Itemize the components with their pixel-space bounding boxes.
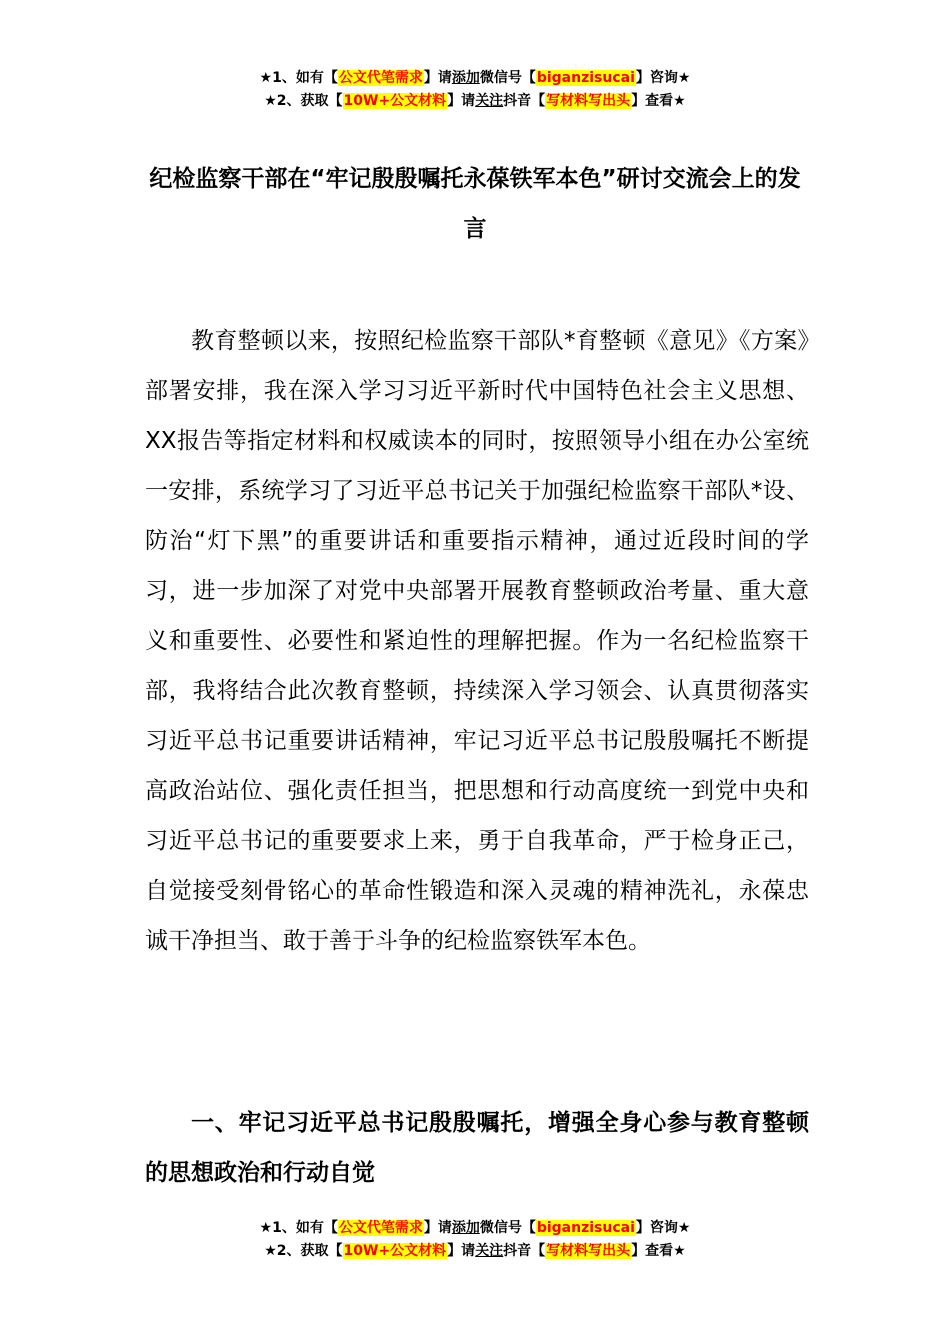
underlined-text: 添加	[451, 70, 480, 86]
highlighted-text: 公文代笔需求	[338, 70, 423, 86]
footer-banner	[0, 1217, 950, 1263]
banner-line-1	[0, 1217, 950, 1240]
banner-text: 】请	[423, 70, 452, 86]
banner-text: ★2、获取【	[264, 93, 343, 109]
highlighted-text: 10W+公文材料	[343, 93, 447, 109]
banner-text: 抖音【	[503, 93, 546, 109]
highlighted-text: 公文代笔需求	[338, 1220, 423, 1236]
banner-text: 】咨询★	[635, 70, 691, 86]
banner-line-1	[0, 67, 950, 90]
banner-text: 】请	[447, 93, 476, 109]
banner-text: 】请	[447, 1243, 476, 1259]
banner-text: 微信号【	[479, 70, 536, 86]
document-title: 纪检监察干部在“牢记殷殷嘱托永葆铁军本色”研讨交流会上的发言	[149, 166, 801, 242]
header-banner	[0, 67, 950, 113]
section-heading: 一、牢记习近平总书记殷殷嘱托，增强全身心参与教育整顿的思想政治和行动自觉	[145, 1110, 809, 1186]
banner-text: 】查看★	[631, 1243, 686, 1259]
banner-text: 抖音【	[503, 1243, 546, 1259]
underlined-text: 添加	[451, 1220, 480, 1236]
highlighted-text: 写材料写出头	[546, 93, 631, 109]
highlighted-text: 写材料写出头	[546, 1243, 631, 1259]
banner-text: 】请	[423, 1220, 452, 1236]
highlighted-text: biganzisucai	[536, 1220, 635, 1236]
banner-text: 】查看★	[631, 93, 686, 109]
highlighted-text: biganzisucai	[536, 70, 635, 86]
body-paragraph: 教育整顿以来，按照纪检监察干部队*育整顿《意见》《方案》部署安排，我在深入学习习近平新时代中国特色社会主义思想、XX报告等指定材料和权威读本的同时，按照领导小组在办公室统一安排，系统学习了习近平总书记关于加强纪检监察干部队*设、防治“灯下黑”的重要讲话和重要指示精神，通过近段时间的学习，进一步加深了对党中央部署开展教育整顿政治考量、重大意义和重要性、必要性和紧迫性的理解把握。作为一名纪检监察干部，我将结合此次教育整顿，持续深入学习领会、认真贯彻落实习近平总书记重要讲话精神，牢记习近平总书记殷殷嘱托不断提高政治站位、强化责任担当，把思想和行动高度统一到党中央和习近平总书记的重要要求上来，勇于自我革命，严于检身正己，自觉接受刻骨铭心的革命性锻造和深入灵魂的精神洗礼，永葆忠诚干净担当、敢于善于斗争的纪检监察铁军本色。	[145, 328, 809, 954]
banner-text: 】咨询★	[635, 1220, 691, 1236]
highlighted-text: 10W+公文材料	[343, 1243, 447, 1259]
banner-text: ★1、如有【	[259, 70, 338, 86]
underlined-text: 关注	[475, 93, 504, 109]
banner-line-2	[0, 90, 950, 113]
underlined-text: 关注	[475, 1243, 504, 1259]
banner-text: ★2、获取【	[264, 1243, 343, 1259]
banner-text: 微信号【	[479, 1220, 536, 1236]
banner-line-2	[0, 1240, 950, 1263]
banner-text: ★1、如有【	[259, 1220, 338, 1236]
